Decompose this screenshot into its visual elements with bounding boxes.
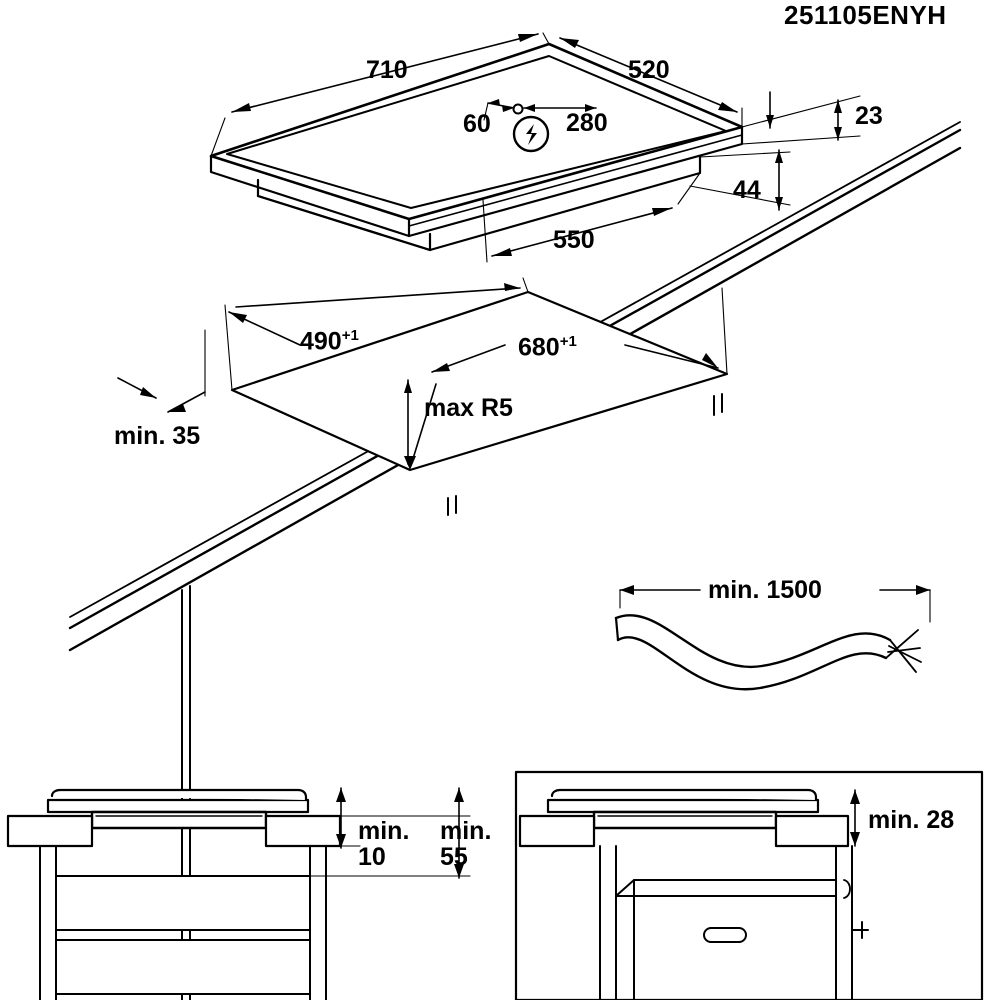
dimension-thickness-23: 23 xyxy=(855,102,883,130)
dimension-min-28: min. 28 xyxy=(868,806,955,834)
min-10-label: min. xyxy=(358,817,410,845)
cutout-depth-tolerance: +1 xyxy=(341,327,359,344)
dimension-cable-min-1500: min. 1500 xyxy=(708,576,822,604)
min-10-value: 10 xyxy=(358,843,386,872)
dimension-inlet-60: 60 xyxy=(463,110,491,138)
drawing-code: 251105ENYH xyxy=(784,0,947,30)
min-55-label: min. xyxy=(440,817,492,845)
dimension-depth-520: 520 xyxy=(628,56,670,84)
dimension-cutout-width xyxy=(518,334,577,360)
dimension-inlet-280: 280 xyxy=(566,109,608,137)
dimension-width-710: 710 xyxy=(366,56,408,84)
cutout-depth-value: 490 xyxy=(300,327,342,356)
dimension-cutout-depth xyxy=(300,328,359,354)
dimension-body-550: 550 xyxy=(553,226,595,254)
cutout-width-tolerance: +1 xyxy=(559,333,577,350)
min-55-value: 55 xyxy=(440,843,468,872)
dimension-frame-44: 44 xyxy=(733,176,761,204)
cutout-width-value: 680 xyxy=(518,333,560,362)
dimension-corner-radius: max R5 xyxy=(424,394,513,422)
dimension-rear-min-35: min. 35 xyxy=(114,422,201,450)
dimension-min-10 xyxy=(358,818,409,871)
hob-top-view xyxy=(211,33,860,262)
dimension-min-55 xyxy=(440,818,491,871)
